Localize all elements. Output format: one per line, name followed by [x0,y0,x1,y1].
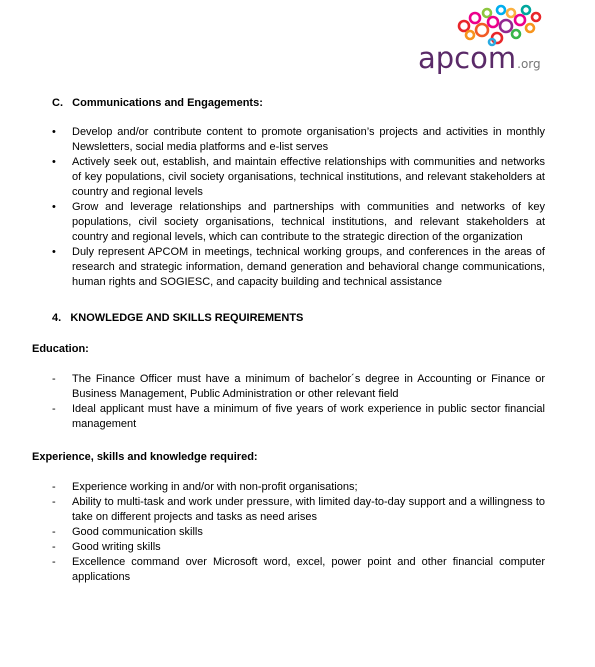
experience-heading: Experience, skills and knowledge required: [32,451,258,463]
dash-icon: - [52,403,56,415]
logo-wordmark: apcom.org [418,41,541,75]
experience-list [52,480,545,585]
list-item: - Excellence command over Microsoft word, excel, power point and other financial computer applications [52,556,545,583]
dash-icon: - [52,526,56,538]
list-item: - Good communication skills [52,526,203,538]
bullet-icon: • [52,201,56,213]
dash-icon: - [52,496,56,508]
list-item: • Duly represent APCOM in meetings, technical working groups, and conferences in the areas of research and strategic information, demand generation and behavioral change communications, human rights and SOGIESC, and capacity building and technical assistance [52,246,545,288]
dash-icon: - [52,373,56,385]
apcom-logo [418,4,543,76]
list-item: • Actively seek out, establish, and maintain effective relationships with communities and networks of key populations, civil society organisations, technical institutions, and relevant stakeholders at country and regional levels [52,156,545,198]
section-c-heading: C. Communications and Engagements: [52,97,263,109]
bullet-icon: • [52,246,56,258]
bullet-icon: • [52,156,56,168]
list-item: • Develop and/or contribute content to promote organisation’s projects and activities in monthly Newsletters, social media platforms and e-list serves [52,126,545,153]
list-item: - Ideal applicant must have a minimum of five years of work experience in public sector financial management [52,403,545,430]
bullet-icon: • [52,126,56,138]
list-item: - Good writing skills [52,541,161,553]
dash-icon: - [52,541,56,553]
communications-bullet-list [52,125,545,290]
education-heading: Education: [32,343,89,355]
section-4-heading: 4. KNOWLEDGE AND SKILLS REQUIREMENTS [52,312,304,324]
list-item: - Ability to multi-task and work under pressure, with limited day-to-day support and a willingness to take on different projects and tasks as need arises [52,496,545,523]
dash-icon: - [52,481,56,493]
list-item: • Grow and leverage relationships and partnerships with communities and networks of key populations, civil society organisations, technical institutions, and relevant stakeholders at country and regional levels, which can contribute to the strategic direction of the organization [52,201,545,243]
list-item: - The Finance Officer must have a minimum of bachelor´s degree in Accounting or Finance or Business Management, Public Administration or other relevant field [52,373,545,400]
education-list [52,372,545,432]
dash-icon: - [52,556,56,568]
list-item: - Experience working in and/or with non-profit organisations; [52,481,358,493]
